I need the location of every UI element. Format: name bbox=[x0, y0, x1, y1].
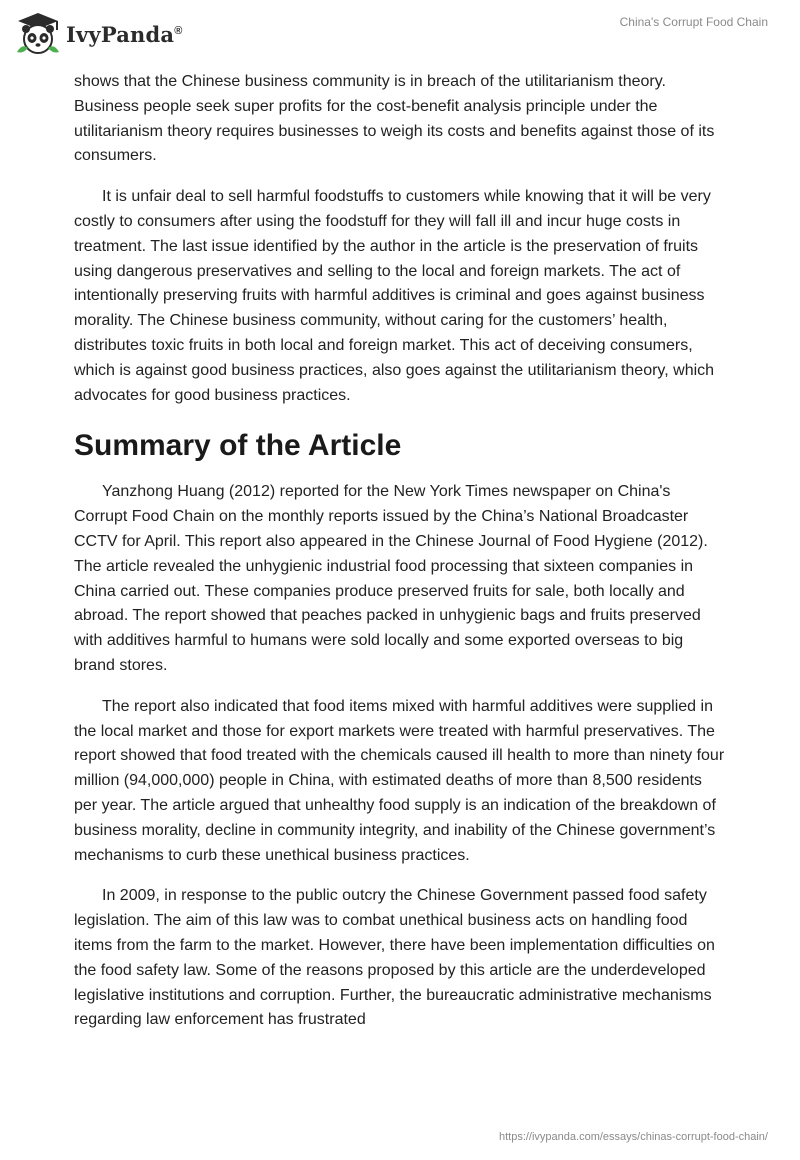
article-body bbox=[74, 70, 726, 1049]
paragraph-4: The report also indicated that food items mixed with harmful additives were supplied in the local market and those for export markets were treated with harmful preservatives. The report showed that food treated with the chemicals caused ill health to more than ninety four million (94,000,000) people in China, with estimated deaths of more than 8,500 residents per year. The article argued that unhealthy food supply is an indication of the breakdown of business morality, decline in community integrity, and inability of the Chinese government’s mechanisms to curb these unethical business practices. bbox=[74, 697, 725, 864]
section-heading-summary: Summary of the Article bbox=[74, 429, 402, 463]
source-url-link[interactable]: https://ivypanda.com/essays/chinas-corrupt-food-chain/ bbox=[498, 1131, 768, 1143]
panda-graduation-cap-icon bbox=[14, 10, 62, 58]
paragraph-1: shows that the Chinese business community is in breach of the utilitarianism theory. Business people seek super profits for the cost-benefit analysis principle under the utilitarianism theory requires businesses to weigh its costs and benefits against those of its consumers. bbox=[74, 73, 715, 165]
ivypanda-logo[interactable] bbox=[14, 10, 183, 58]
paragraph-5: In 2009, in response to the public outcry the Chinese Government passed food safety legislation. The aim of this law was to combat unethical business acts on handling food items from the farm to the market. However, there have been implementation difficulties on the food safety law. Some of the reasons proposed by this article are the underdeveloped legislative institutions and corruption. Further, the bureaucratic administrative mechanisms regarding law enforcement has frustrated bbox=[74, 887, 715, 1029]
page-header bbox=[0, 0, 800, 70]
document-title: China's Corrupt Food Chain bbox=[619, 15, 768, 29]
paragraph-3: Yanzhong Huang (2012) reported for the New York Times newspaper on China's Corrupt Food Chain on the monthly reports issued by the China’s National Broadcaster CCTV for April. This report also appeared in the Chinese Journal of Food Hygiene (2012). The article revealed the unhygienic industrial food processing that sixteen companies in China carried out. These companies produce preserved fruits for sale, both locally and abroad. The report showed that peaches packed in unhygienic bags and fruits preserved with additives harmful to humans were sold locally and some exported overseas to big brand stores. bbox=[74, 483, 708, 674]
brand-name: IvyPanda® bbox=[66, 21, 183, 47]
paragraph-2: It is unfair deal to sell harmful foodstuffs to customers while knowing that it will be very costly to consumers after using the foodstuff for they will fall ill and incur huge costs in treatment. The last issue identified by the author in the article is the preservation of fruits using dangerous preservatives and selling to the local and foreign markets. The act of intentionally preserving fruits with harmful additives is criminal and goes against business morality. The Chinese business community, without caring for the customers’ health, distributes toxic fruits in both local and foreign market. This act of deceiving consumers, which is against good business practices, also goes against the utilitarianism theory, which advocates for good business practices. bbox=[74, 188, 715, 404]
